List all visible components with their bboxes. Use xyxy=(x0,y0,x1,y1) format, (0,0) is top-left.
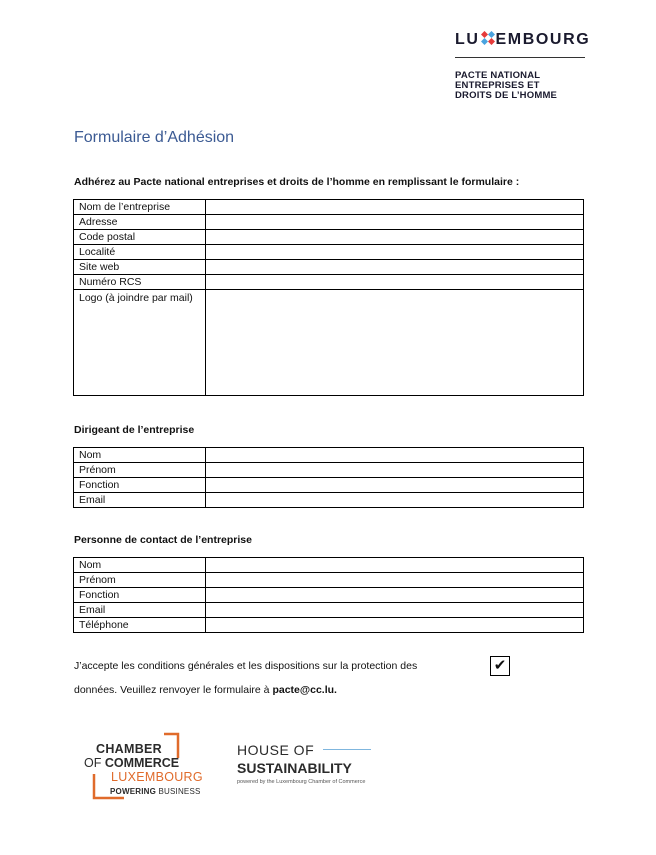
field-label: Email xyxy=(74,603,206,618)
field-label: Nom de l’entreprise xyxy=(74,200,206,215)
field-label: Adresse xyxy=(74,215,206,230)
logo-divider xyxy=(455,57,585,58)
chamber-logo-line1: CHAMBER xyxy=(96,742,162,756)
contact-email-link[interactable]: pacte@cc.lu. xyxy=(272,684,337,696)
leader-section-title: Dirigeant de l’entreprise xyxy=(74,424,195,436)
field-label: Fonction xyxy=(74,588,206,603)
table-row xyxy=(74,618,584,633)
postal-code-input[interactable] xyxy=(206,230,584,245)
intro-text: Adhérez au Pacte national entreprises et droits de l’homme en remplissant le formulaire : xyxy=(74,176,520,188)
chamber-logo-line3: LUXEMBOURG xyxy=(111,770,203,784)
field-label: Numéro RCS xyxy=(74,275,206,290)
leader-email-input[interactable] xyxy=(206,493,584,508)
table-row xyxy=(74,200,584,215)
rcs-number-input[interactable] xyxy=(206,275,584,290)
table-row xyxy=(74,245,584,260)
company-name-input[interactable] xyxy=(206,200,584,215)
table-row xyxy=(74,230,584,245)
table-row xyxy=(74,573,584,588)
field-label: Email xyxy=(74,493,206,508)
table-row xyxy=(74,588,584,603)
contact-table xyxy=(73,557,584,633)
sustainability-logo-rule xyxy=(323,749,371,750)
luxembourg-logo: LU EMBOURG xyxy=(455,31,591,48)
address-input[interactable] xyxy=(206,215,584,230)
contact-function-input[interactable] xyxy=(206,588,584,603)
table-row xyxy=(74,463,584,478)
field-label: Nom xyxy=(74,558,206,573)
field-label: Nom xyxy=(74,448,206,463)
contact-email-input[interactable] xyxy=(206,603,584,618)
field-label: Prénom xyxy=(74,463,206,478)
contact-section-title: Personne de contact de l’entreprise xyxy=(74,534,252,546)
leader-table xyxy=(73,447,584,508)
page-title: Formulaire d’Adhésion xyxy=(74,129,235,146)
table-row xyxy=(74,290,584,396)
logo-input[interactable] xyxy=(206,290,584,396)
field-label: Fonction xyxy=(74,478,206,493)
table-row xyxy=(74,493,584,508)
logo-subtitle: PACTE NATIONAL ENTREPRISES ET DROITS DE L’HOMME xyxy=(455,70,558,101)
table-row xyxy=(74,260,584,275)
field-label: Localité xyxy=(74,245,206,260)
luxembourg-x-icon xyxy=(481,31,495,45)
company-table xyxy=(73,199,584,396)
leader-function-input[interactable] xyxy=(206,478,584,493)
chamber-logo-line2: OF COMMERCE xyxy=(84,756,180,770)
leader-name-input[interactable] xyxy=(206,448,584,463)
table-row xyxy=(74,448,584,463)
field-label: Logo (à joindre par mail) xyxy=(74,290,206,396)
sustainability-logo-tagline: powered by the Luxembourg Chamber of Commerce xyxy=(237,779,366,785)
chamber-logo-tagline: POWERING BUSINESS xyxy=(110,787,201,796)
sustainability-logo-line1: HOUSE OF xyxy=(237,742,315,758)
consent-checkbox[interactable]: ✔ xyxy=(490,656,510,676)
sustainability-logo-line2: SUSTAINABILITY xyxy=(237,760,352,776)
table-row xyxy=(74,275,584,290)
contact-phone-input[interactable] xyxy=(206,618,584,633)
table-row xyxy=(74,558,584,573)
table-row xyxy=(74,603,584,618)
field-label: Téléphone xyxy=(74,618,206,633)
table-row xyxy=(74,478,584,493)
leader-firstname-input[interactable] xyxy=(206,463,584,478)
consent-text-line1: J’accepte les conditions générales et les dispositions sur la protection des xyxy=(74,660,418,672)
contact-name-input[interactable] xyxy=(206,558,584,573)
field-label: Prénom xyxy=(74,573,206,588)
field-label: Site web xyxy=(74,260,206,275)
field-label: Code postal xyxy=(74,230,206,245)
consent-text-line2: données. Veuillez renvoyer le formulaire à pacte@cc.lu. xyxy=(74,684,337,696)
contact-firstname-input[interactable] xyxy=(206,573,584,588)
table-row xyxy=(74,215,584,230)
locality-input[interactable] xyxy=(206,245,584,260)
website-input[interactable] xyxy=(206,260,584,275)
